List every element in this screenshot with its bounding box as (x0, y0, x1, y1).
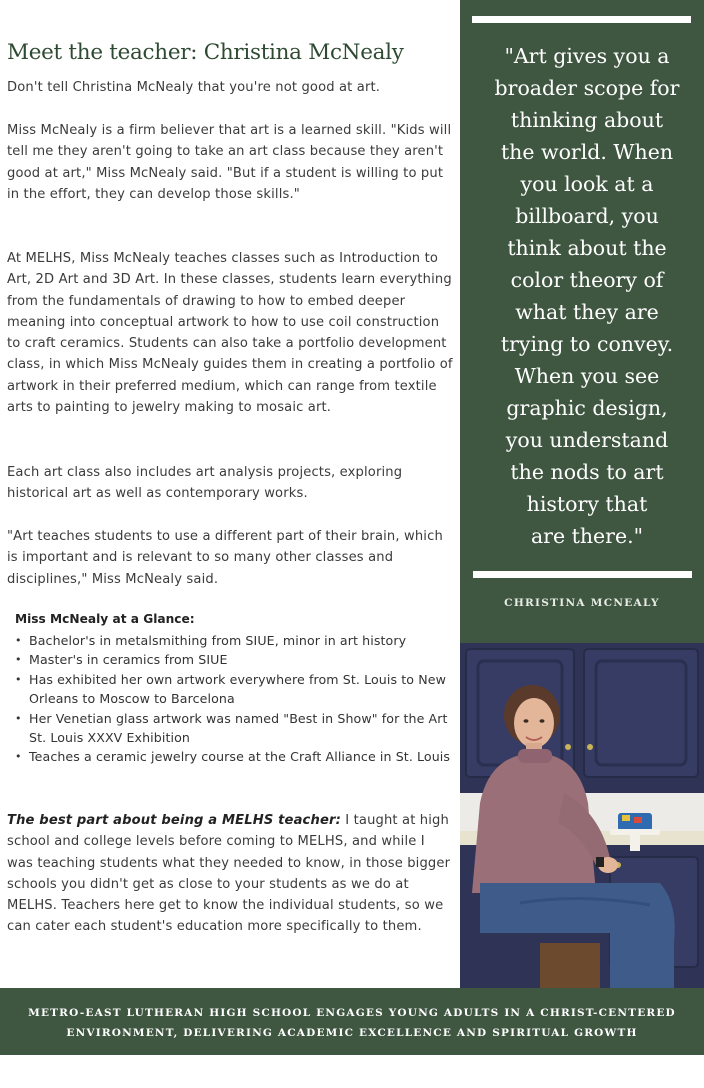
quote-line: you understand (505, 428, 669, 452)
glance-list (15, 631, 455, 767)
teacher-photo (460, 643, 704, 988)
footer-line: ENVIRONMENT, DELIVERING ACADEMIC EXCELLENCE AND SPIRITUAL GROWTH (66, 1027, 638, 1039)
quote-line: thinking about (510, 108, 664, 132)
article-title: Meet the teacher: Christina McNealy (7, 40, 404, 65)
intro-paragraph: Don't tell Christina McNealy that you're not good at art. (7, 80, 381, 95)
glance-item: • Teaches a ceramic jewelry course at the Craft Alliance in St. Louis (15, 747, 455, 766)
footer-mission (0, 1003, 704, 1043)
footer-banner (0, 988, 704, 1055)
quote-line: you look at a (520, 172, 654, 196)
pull-quote (472, 40, 702, 552)
quote-line: color theory of (510, 268, 664, 292)
glance-item: • Has exhibited her own artwork everywhere from St. Louis to New Orleans to Moscow to Barcelona (15, 670, 455, 709)
quote-line: what they are (515, 300, 659, 324)
belief-paragraph: Miss McNealy is a firm believer that art is a learned skill. "Kids will tell me they aren't going to take an art class because they aren't good at art," Miss McNealy said. "But if a student is willing to put in the effort, they can develop those skills." (7, 123, 452, 202)
best-part-lead: The best part about being a MELHS teacher: (7, 813, 341, 828)
glance-item: • Her Venetian glass artwork was named "Best in Show" for the Art St. Louis XXXV Exhibition (15, 709, 455, 748)
quote-line: history that (526, 492, 648, 516)
bottom-divider (473, 571, 692, 578)
quote-line: are there." (530, 524, 644, 548)
quote-attribution: CHRISTINA MCNEALY (504, 597, 660, 609)
analysis-paragraph: Each art class also includes art analysis projects, exploring historical art as well as contemporary works. (7, 465, 403, 502)
quote-line: billboard, you (515, 204, 659, 228)
footer-line: METRO-EAST LUTHERAN HIGH SCHOOL ENGAGES YOUNG ADULTS IN A CHRIST-CENTERED (28, 1007, 676, 1019)
quote-line: "Art gives you a (504, 44, 670, 68)
best-part-paragraph (7, 810, 455, 938)
quote-line: the world. When (500, 140, 674, 164)
quote-paragraph: "Art teaches students to use a different part of their brain, which is important and is relevant to so many other classes and disciplines," Miss McNealy said. (7, 529, 443, 587)
top-divider (472, 16, 691, 23)
quote-line: the nods to art (510, 460, 664, 484)
quote-line: broader scope for (494, 76, 680, 100)
glance-item: • Master's in ceramics from SIUE (15, 650, 455, 669)
quote-line: think about the (507, 236, 667, 260)
quote-line: When you see (514, 364, 660, 388)
glance-heading: Miss McNealy at a Glance: (15, 612, 195, 626)
quote-line: trying to convey. (500, 332, 674, 356)
quote-line: graphic design, (506, 396, 668, 420)
glance-item: • Bachelor's in metalsmithing from SIUE, minor in art history (15, 631, 455, 650)
classes-paragraph: At MELHS, Miss McNealy teaches classes such as Introduction to Art, 2D Art and 3D Art. In these classes, students learn everything from the fundamentals of drawing to how to embed deeper meaning into conceptual artwork to how to use coil construction to craft ceramics. Students can also take a portfolio development class, in which Miss McNealy guides them in creating a portfolio of artwork in their preferred medium, which can range from textile arts to painting to jewelry making to mosaic art. (7, 251, 453, 416)
best-part-text: I taught at high school and college levels before coming to MELHS, and while I was teaching students what they needed to know, in those bigger schools you didn't get as close to your students as we do at MELHS. Teachers here get to know the individual students, so we can cater each student's education more specifically to them. (7, 813, 451, 935)
